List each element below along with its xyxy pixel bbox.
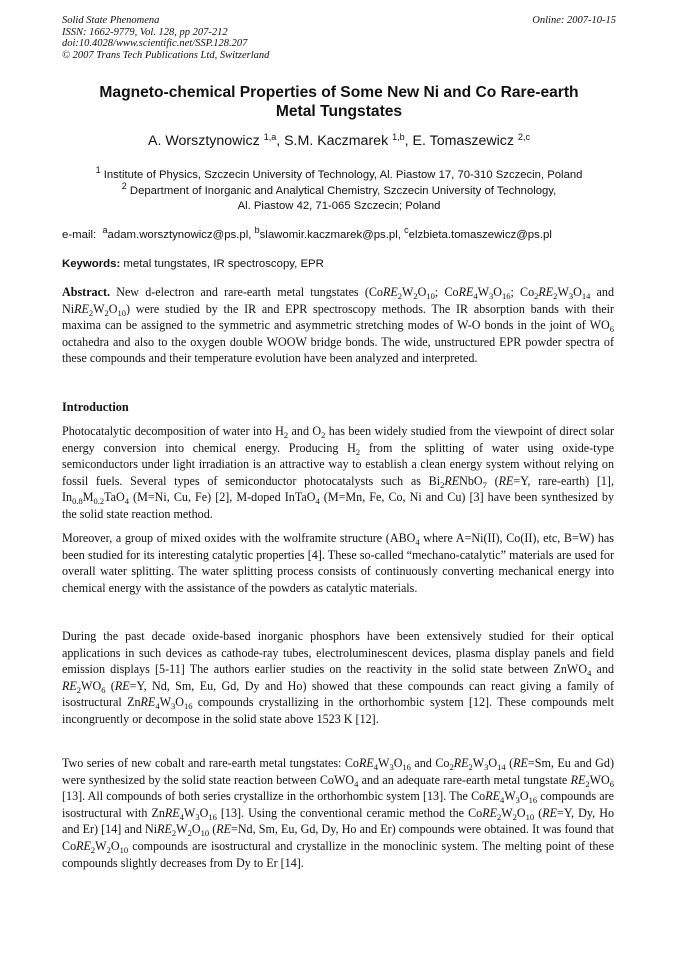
- online-date: Online: 2007-10-15: [532, 15, 616, 26]
- author-affiliation-marker: 1,a: [263, 132, 277, 142]
- affiliation-marker: 2: [121, 180, 127, 191]
- keywords: [62, 257, 616, 272]
- intro-paragraph-3: During the past decade oxide-based inorganic phosphors have been extensively studied for their optical applications in such devices as cathode-ray tubes, electroluminescent devices, plasma display panels and field emission displays [5-11] The authors earlier studies on the reactivity in the solid state between ZnWO$_4$ and $RE_2WO_6$ (RE=Y, Nd, Sm, Eu, Gd, Dy and Ho) showed that these compounds can react giving a family of isostructural $ZnRE_4W_3O_{16}$ compounds crystallizing in the orthorhombic system [12]. These compounds melt incongruently or decompose in the solid state above 1523 K [12].: [62, 629, 614, 726]
- title-line-1: Magneto-chemical Properties of Some New Ni and Co Rare-earth: [99, 84, 579, 101]
- journal-issn: ISSN: 1662-9779, Vol. 128, pp 207-212: [62, 26, 228, 38]
- intro-paragraph-4: Two series of new cobalt and rare-earth metal tungstates: $CoRE_4W_3O_{16}$ and $Co_2RE_2W_3O_{14}$ (RE=Sm, Eu and Gd) were synthesized by the solid state reaction between CoWO$_4$ and an adequate rare-earth metal tungstate $RE_2WO_6$ [13]. All compounds of both series crystallize in the orthorhombic system [13]. The $CoRE_4W_3O_{16}$ compounds are isostructural with $ZnRE_4W_3O_{16}$ [13]. Using the conventional ceramic method the $CoRE_2W_2O_{10}$ (RE=Y, Dy, Ho and Er) [14] and $NiRE_2W_2O_{10}$ (RE=Nd, Sm, Eu, Gd, Dy, Ho and Er) compounds were obtained. It was found that $CoRE_2W_2O_{10}$ compounds are isostructural and crystallize in the monoclinic system. The melting point of these compounds slightly decreases from Dy to Er [14].: [62, 756, 615, 870]
- journal-doi: doi:10.4028/www.scientific.net/SSP.128.207: [62, 38, 248, 49]
- author-affiliation-marker: 2,c: [517, 132, 530, 142]
- paper-title: [62, 83, 616, 121]
- email-marker: b: [254, 225, 260, 235]
- affiliation-2-address: Al. Piastow 42, 71-065 Szczecin; Poland: [237, 200, 441, 212]
- title-line-2: Metal Tungstates: [275, 103, 403, 120]
- journal-copyright: © 2007 Trans Tech Publications Ltd, Switzerland: [62, 49, 270, 61]
- abstract-label: Abstract.: [62, 285, 111, 299]
- email-link-b[interactable]: slawomir.kaczmarek@ps.pl,: [259, 229, 401, 241]
- keywords-text: metal tungstates, IR spectroscopy, EPR: [123, 258, 324, 270]
- email-link-c[interactable]: elzbieta.tomaszewicz@ps.pl: [408, 229, 552, 241]
- affiliation-1: Institute of Physics, Szczecin University of Technology, Al. Piastow 17, 70-310 Szczecin, Poland: [103, 169, 583, 181]
- author-name: E. Tomaszewicz: [412, 133, 514, 149]
- email-marker: c: [404, 225, 409, 235]
- author-list: A. Worsztynowicz $^{1,a}$, S.M. Kaczmarek $^{1,b}$, E. Tomaszewicz $^{2,c}$: [148, 132, 530, 149]
- affiliations: [62, 165, 616, 215]
- abstract-paragraph: Abstract. New d-electron and rare-earth metal tungstates ($CoRE_2W_2O_{10}$; $CoRE_4W_3O_{16}$; $Co_2RE_2W_3O_{14}$ and $NiRE_2W_2O_{10}$) were studied by the IR and EPR spectroscopy methods. The IR absorption bands with their maxima can be assigned to the symmetric and asymmetric stretching modes of W-O bonds in the joint of $WO_6$ octahedra and also to the oxygen double WOOW bridge bonds. The wide, unstructured EPR powder spectra of these compounds and their temperature evolution have been analyzed and interpreted.: [62, 285, 614, 366]
- intro-paragraph-1: Photocatalytic decomposition of water into $H_2$ and $O_2$ has been widely studied from the viewpoint of direct solar energy conversion into chemical energy. Producing $H_2$ from the splitting of water using oxide-type semiconductors under light irradiation is an attractive way to establish a clean energy system without relying on fossil fuels. Several types of semiconductor photocatalysts such as $Bi_2RENbO_7$ (RE=Y, rare-earth) [1], $In_{0.8}M_{0.2}TaO_4$ (M=Ni, Cu, Fe) [2], M-doped InTaO$_4$ (M=Mn, Fe, Co, Ni and Cu) [3] have been synthesized by the solid state reaction method.: [62, 424, 614, 521]
- email-marker: a: [102, 225, 108, 235]
- affiliation-marker: 1: [95, 165, 101, 175]
- author-name: S.M. Kaczmarek: [284, 133, 389, 149]
- journal-name: Solid State Phenomena: [62, 15, 160, 26]
- email-label: e-mail:: [62, 229, 97, 241]
- introduction-heading: Introduction: [62, 400, 129, 414]
- email-line: [62, 225, 616, 243]
- keywords-label: Keywords:: [62, 258, 121, 270]
- email-link-a[interactable]: adam.worsztynowicz@ps.pl,: [107, 229, 252, 241]
- journal-header: [62, 15, 269, 61]
- affiliation-2: Department of Inorganic and Analytical Chemistry, Szczecin University of Technology,: [129, 184, 557, 197]
- author-name: A. Worsztynowicz: [148, 133, 260, 149]
- intro-paragraph-2: Moreover, a group of mixed oxides with the wolframite structure ($ABO_4$ where A=Ni(II), Co(II), etc, B=W) has been studied for its interesting catalytic properties [4]. These so-called “mechano-catalytic” materials are used for overall water splitting. The water splitting process consists of continuously converting mechanical energy into chemical energy with the assistance of the powders as catalytic materials.: [62, 531, 614, 595]
- author-affiliation-marker: 1,b: [392, 132, 405, 142]
